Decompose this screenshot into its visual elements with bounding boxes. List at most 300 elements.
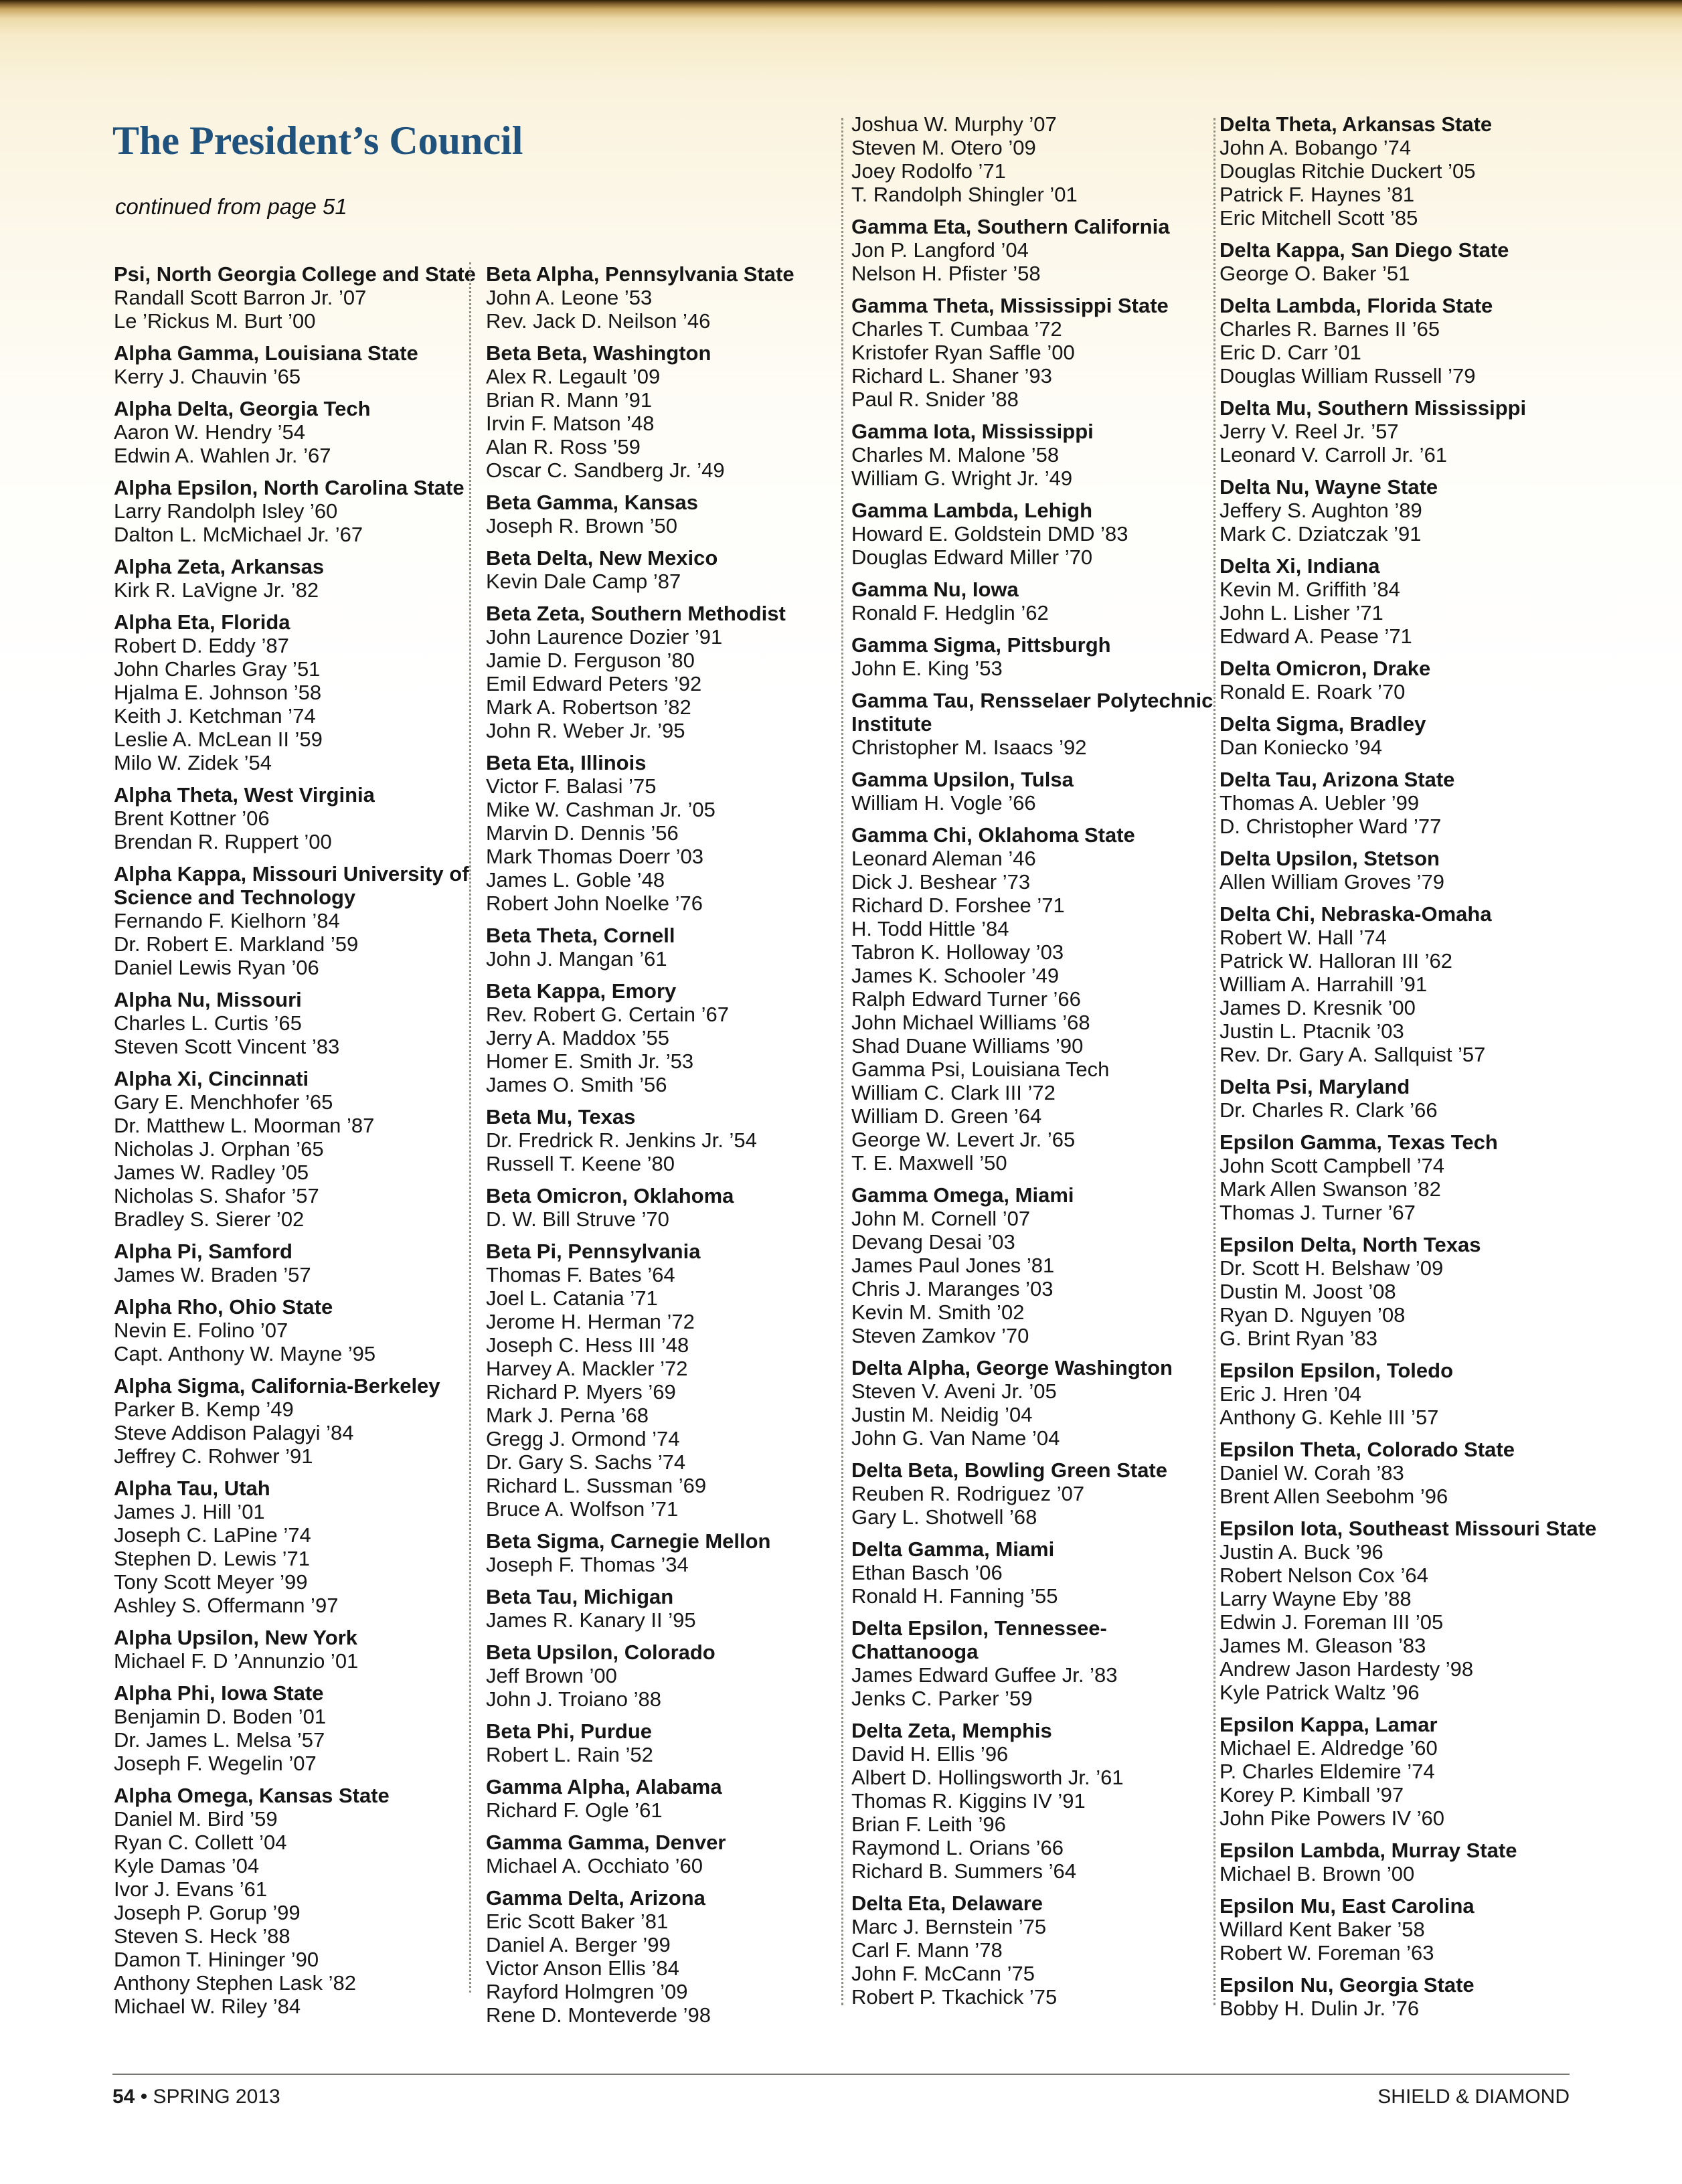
chapter-heading: Gamma Upsilon, Tulsa xyxy=(851,768,1074,791)
member-name: Tabron K. Holloway ’03 xyxy=(851,940,1064,964)
member-name: James M. Gleason ’83 xyxy=(1220,1634,1426,1657)
chapter-heading: Delta Epsilon, Tennessee-Chattanooga xyxy=(851,1616,1107,1663)
member-name: Shad Duane Williams ’90 xyxy=(851,1034,1084,1058)
chapter-heading: Delta Alpha, George Washington xyxy=(851,1356,1173,1379)
member-name: Rene D. Monteverde ’98 xyxy=(486,2003,711,2027)
member-name: Nevin E. Folino ’07 xyxy=(114,1319,288,1342)
chapter-heading: Epsilon Iota, Southeast Missouri State xyxy=(1220,1517,1597,1540)
member-name: James W. Braden ’57 xyxy=(114,1263,311,1286)
chapter-heading: Delta Sigma, Bradley xyxy=(1220,712,1426,736)
member-name: Marvin D. Dennis ’56 xyxy=(486,821,679,845)
member-name: William A. Harrahill ’91 xyxy=(1220,973,1428,996)
member-name: Michael E. Aldredge ’60 xyxy=(1220,1736,1438,1760)
member-name: Harvey A. Mackler ’72 xyxy=(486,1357,688,1380)
chapter-group xyxy=(1220,238,1604,285)
chapter-group xyxy=(114,1477,479,1617)
member-name: Dr. Charles R. Clark ’66 xyxy=(1220,1098,1438,1122)
chapter-group xyxy=(486,1184,847,1231)
member-name: Ronald F. Hedglin ’62 xyxy=(851,601,1049,624)
member-name: Brian R. Mann ’91 xyxy=(486,388,653,412)
chapter-heading: Delta Zeta, Memphis xyxy=(851,1719,1052,1742)
member-name: Le ’Rickus M. Burt ’00 xyxy=(114,309,316,333)
member-name: Marc J. Bernstein ’75 xyxy=(851,1915,1047,1938)
member-name: Rev. Jack D. Neilson ’46 xyxy=(486,309,711,333)
member-name: John Charles Gray ’51 xyxy=(114,657,321,681)
member-name: D. Christopher Ward ’77 xyxy=(1220,815,1442,838)
chapter-group xyxy=(486,1105,847,1175)
member-name: Daniel Lewis Ryan ’06 xyxy=(114,956,319,979)
chapter-heading: Gamma Eta, Southern California xyxy=(851,215,1170,238)
chapter-heading: Beta Gamma, Kansas xyxy=(486,491,699,514)
chapter-group xyxy=(114,610,479,774)
chapter-heading: Alpha Delta, Georgia Tech xyxy=(114,397,371,420)
chapter-heading: Alpha Nu, Missouri xyxy=(114,988,302,1011)
chapter-heading: Alpha Upsilon, New York xyxy=(114,1626,358,1649)
member-name: Gary E. Menchhofer ’65 xyxy=(114,1090,333,1114)
member-name: Gary L. Shotwell ’68 xyxy=(851,1505,1037,1529)
member-name: Ronald E. Roark ’70 xyxy=(1220,680,1406,703)
chapter-group xyxy=(1220,902,1604,1066)
member-name: Jerome H. Herman ’72 xyxy=(486,1310,695,1333)
chapter-group xyxy=(1220,768,1604,838)
member-name: Jerry V. Reel Jr. ’57 xyxy=(1220,420,1399,443)
member-name: Andrew Jason Hardesty ’98 xyxy=(1220,1657,1474,1681)
member-name: Victor Anson Ellis ’84 xyxy=(486,1956,679,1980)
chapter-heading: Epsilon Delta, North Texas xyxy=(1220,1233,1481,1256)
member-name: Robert W. Hall ’74 xyxy=(1220,926,1387,949)
chapter-group xyxy=(1220,1233,1604,1350)
member-name: Steven S. Heck ’88 xyxy=(114,1924,290,1948)
member-name: Thomas A. Uebler ’99 xyxy=(1220,791,1420,815)
member-name: Steven M. Otero ’09 xyxy=(851,136,1036,159)
chapter-group xyxy=(486,751,847,915)
member-name: Nicholas S. Shafor ’57 xyxy=(114,1184,319,1207)
member-name: Bruce A. Wolfson ’71 xyxy=(486,1497,679,1521)
member-name: Anthony G. Kehle III ’57 xyxy=(1220,1406,1439,1429)
chapter-heading: Beta Eta, Illinois xyxy=(486,751,647,774)
member-name: Justin M. Neidig ’04 xyxy=(851,1403,1033,1426)
member-name: James W. Radley ’05 xyxy=(114,1161,309,1184)
chapter-heading: Delta Eta, Delaware xyxy=(851,1892,1043,1915)
member-name: Patrick F. Haynes ’81 xyxy=(1220,183,1415,206)
member-name: Mike W. Cashman Jr. ’05 xyxy=(486,798,716,821)
chapter-heading: Delta Tau, Arizona State xyxy=(1220,768,1455,791)
member-name: Charles L. Curtis ’65 xyxy=(114,1011,302,1035)
chapter-group xyxy=(851,1458,1218,1529)
chapter-heading: Gamma Theta, Mississippi State xyxy=(851,294,1169,317)
chapter-heading: Gamma Alpha, Alabama xyxy=(486,1775,722,1798)
member-name: John A. Bobango ’74 xyxy=(1220,136,1412,159)
chapter-group xyxy=(486,1719,847,1766)
member-name: H. Todd Hittle ’84 xyxy=(851,917,1009,940)
member-name: Robert D. Eddy ’87 xyxy=(114,634,289,657)
member-name: D. W. Bill Struve ’70 xyxy=(486,1207,669,1231)
member-name: Rayford Holmgren ’09 xyxy=(486,1980,688,2003)
chapter-heading: Epsilon Epsilon, Toledo xyxy=(1220,1359,1454,1382)
member-name: Rev. Dr. Gary A. Sallquist ’57 xyxy=(1220,1043,1486,1066)
member-name: Robert L. Rain ’52 xyxy=(486,1743,653,1766)
chapter-group xyxy=(486,979,847,1096)
member-name: Bobby H. Dulin Jr. ’76 xyxy=(1220,1997,1420,2020)
member-name: Jon P. Langford ’04 xyxy=(851,238,1029,262)
member-name: Brent Allen Seebohm ’96 xyxy=(1220,1485,1448,1508)
member-name: Raymond L. Orians ’66 xyxy=(851,1836,1064,1859)
member-name: John Pike Powers IV ’60 xyxy=(1220,1807,1445,1830)
member-name: Reuben R. Rodriguez ’07 xyxy=(851,1482,1085,1505)
member-name: Daniel M. Bird ’59 xyxy=(114,1807,278,1831)
chapter-group xyxy=(486,1240,847,1521)
chapter-heading: Beta Sigma, Carnegie Mellon xyxy=(486,1529,771,1553)
member-name: Rev. Robert G. Certain ’67 xyxy=(486,1003,729,1026)
member-name: Paul R. Snider ’88 xyxy=(851,388,1019,411)
chapter-group xyxy=(1220,112,1604,230)
member-name: John R. Weber Jr. ’95 xyxy=(486,719,685,742)
member-name: Emil Edward Peters ’92 xyxy=(486,672,702,695)
chapter-heading: Delta Gamma, Miami xyxy=(851,1537,1055,1561)
member-name: Michael W. Riley ’84 xyxy=(114,1995,301,2018)
member-name: Eric Mitchell Scott ’85 xyxy=(1220,206,1418,230)
page-subtitle: continued from page 51 xyxy=(115,194,347,219)
member-name: Michael F. D ’Annunzio ’01 xyxy=(114,1649,359,1673)
member-name: Michael A. Occhiato ’60 xyxy=(486,1854,703,1877)
member-name: Gamma Psi, Louisiana Tech xyxy=(851,1058,1110,1081)
member-name: Jeffrey C. Rohwer ’91 xyxy=(114,1444,313,1468)
member-name: Robert Nelson Cox ’64 xyxy=(1220,1564,1428,1587)
chapter-group xyxy=(851,1537,1218,1608)
member-name: Albert D. Hollingsworth Jr. ’61 xyxy=(851,1766,1124,1789)
chapter-heading: Alpha Epsilon, North Carolina State xyxy=(114,476,465,499)
chapter-group xyxy=(486,262,847,333)
member-name: Richard P. Myers ’69 xyxy=(486,1380,676,1404)
member-name: Eric D. Carr ’01 xyxy=(1220,341,1361,364)
member-name: William H. Vogle ’66 xyxy=(851,791,1036,815)
member-name: Homer E. Smith Jr. ’53 xyxy=(486,1049,694,1073)
member-name: John E. King ’53 xyxy=(851,657,1003,680)
chapter-group xyxy=(851,633,1218,680)
member-name: Ethan Basch ’06 xyxy=(851,1561,1003,1584)
member-name: Damon T. Hininger ’90 xyxy=(114,1948,319,1971)
chapter-heading: Beta Mu, Texas xyxy=(486,1105,636,1128)
chapter-heading: Epsilon Lambda, Murray State xyxy=(1220,1839,1517,1862)
member-name: Keith J. Ketchman ’74 xyxy=(114,704,316,728)
member-name: Alex R. Legault ’09 xyxy=(486,365,661,388)
chapter-group xyxy=(851,823,1218,1175)
member-name: Parker B. Kemp ’49 xyxy=(114,1398,294,1421)
chapter-heading: Alpha Rho, Ohio State xyxy=(114,1295,333,1319)
chapter-group xyxy=(1220,1130,1604,1224)
member-name: Richard L. Sussman ’69 xyxy=(486,1474,707,1497)
member-name: William D. Green ’64 xyxy=(851,1104,1042,1128)
chapter-heading: Delta Beta, Bowling Green State xyxy=(851,1458,1167,1482)
member-name: Christopher M. Isaacs ’92 xyxy=(851,736,1087,759)
chapter-group xyxy=(1220,1839,1604,1885)
chapter-heading: Gamma Delta, Arizona xyxy=(486,1886,705,1910)
member-name: Irvin F. Matson ’48 xyxy=(486,412,655,435)
chapter-group xyxy=(486,924,847,971)
chapter-group xyxy=(1220,1894,1604,1964)
chapter-group xyxy=(114,1067,479,1231)
chapter-group xyxy=(486,491,847,537)
member-name: Charles T. Cumbaa ’72 xyxy=(851,317,1062,341)
chapter-group xyxy=(114,476,479,546)
footer-page-number: 54 xyxy=(112,2086,135,2108)
chapter-heading: Delta Theta, Arkansas State xyxy=(1220,112,1493,136)
member-name: Russell T. Keene ’80 xyxy=(486,1152,675,1175)
member-name: Joshua W. Murphy ’07 xyxy=(851,112,1057,136)
chapter-group xyxy=(851,499,1218,569)
member-name: Jerry A. Maddox ’55 xyxy=(486,1026,669,1049)
member-name: James D. Kresnik ’00 xyxy=(1220,996,1416,1019)
chapter-heading: Beta Tau, Michigan xyxy=(486,1585,674,1608)
chapter-group xyxy=(851,1356,1218,1450)
chapter-group xyxy=(486,1886,847,2027)
member-name: George O. Baker ’51 xyxy=(1220,262,1410,285)
member-name: Hjalma E. Johnson ’58 xyxy=(114,681,322,704)
chapter-group xyxy=(486,602,847,742)
chapter-group xyxy=(114,1626,479,1673)
members-column-2 xyxy=(486,262,847,2027)
member-name: Ivor J. Evans ’61 xyxy=(114,1877,268,1901)
chapter-heading: Delta Omicron, Drake xyxy=(1220,657,1431,680)
chapter-heading: Epsilon Nu, Georgia State xyxy=(1220,1973,1475,1997)
member-name: James L. Goble ’48 xyxy=(486,868,665,892)
chapter-heading: Beta Delta, New Mexico xyxy=(486,546,718,570)
member-name: Daniel A. Berger ’99 xyxy=(486,1933,671,1956)
member-name: Ronald H. Fanning ’55 xyxy=(851,1584,1058,1608)
member-name: Brian F. Leith ’96 xyxy=(851,1813,1006,1836)
member-name: Joseph F. Thomas ’34 xyxy=(486,1553,689,1576)
chapter-heading: Alpha Gamma, Louisiana State xyxy=(114,341,418,365)
member-name: Dr. James L. Melsa ’57 xyxy=(114,1728,325,1752)
member-name: Leonard Aleman ’46 xyxy=(851,847,1036,870)
chapter-group xyxy=(1220,396,1604,467)
member-name: Ryan C. Collett ’04 xyxy=(114,1831,287,1854)
chapter-group xyxy=(1220,1075,1604,1122)
member-name: Howard E. Goldstein DMD ’83 xyxy=(851,522,1128,545)
member-name: Dr. Scott H. Belshaw ’09 xyxy=(1220,1256,1444,1280)
member-name: Charles R. Barnes II ’65 xyxy=(1220,317,1440,341)
members-column-3 xyxy=(851,112,1218,2009)
chapter-group xyxy=(486,1529,847,1576)
chapter-heading: Delta Mu, Southern Mississippi xyxy=(1220,396,1527,420)
chapter-group xyxy=(851,1183,1218,1347)
chapter-group xyxy=(114,1295,479,1365)
member-name: Patrick W. Halloran III ’62 xyxy=(1220,949,1453,973)
chapter-group xyxy=(851,294,1218,411)
chapter-group xyxy=(851,420,1218,490)
member-name: John F. McCann ’75 xyxy=(851,1962,1035,1985)
members-column-1 xyxy=(114,262,479,2018)
chapter-group xyxy=(114,988,479,1058)
member-name: Dr. Matthew L. Moorman ’87 xyxy=(114,1114,375,1137)
member-name: Dalton L. McMichael Jr. ’67 xyxy=(114,523,363,546)
chapter-heading: Delta Chi, Nebraska-Omaha xyxy=(1220,902,1492,926)
member-name: Dr. Fredrick R. Jenkins Jr. ’54 xyxy=(486,1128,757,1152)
member-name: Kyle Damas ’04 xyxy=(114,1854,260,1877)
chapter-heading: Alpha Zeta, Arkansas xyxy=(114,555,325,578)
member-name: Jeffery S. Aughton ’89 xyxy=(1220,499,1422,522)
member-name: Edward A. Pease ’71 xyxy=(1220,624,1412,648)
chapter-heading: Gamma Chi, Oklahoma State xyxy=(851,823,1135,847)
chapter-group xyxy=(1220,554,1604,648)
member-name: Aaron W. Hendry ’54 xyxy=(114,420,306,444)
member-name: Robert John Noelke ’76 xyxy=(486,892,703,915)
chapter-heading: Epsilon Theta, Colorado State xyxy=(1220,1438,1515,1461)
chapter-group xyxy=(1220,657,1604,703)
chapter-heading: Beta Zeta, Southern Methodist xyxy=(486,602,786,625)
member-name: Dick J. Beshear ’73 xyxy=(851,870,1031,894)
member-name: Joseph R. Brown ’50 xyxy=(486,514,678,537)
chapter-heading: Psi, North Georgia College and State xyxy=(114,262,476,286)
chapter-group xyxy=(486,1775,847,1822)
member-name: James Edward Guffee Jr. ’83 xyxy=(851,1663,1118,1687)
chapter-heading: Alpha Xi, Cincinnati xyxy=(114,1067,309,1090)
member-name: William G. Wright Jr. ’49 xyxy=(851,467,1073,490)
member-name: Gregg J. Ormond ’74 xyxy=(486,1427,680,1450)
member-name: Willard Kent Baker ’58 xyxy=(1220,1918,1425,1941)
member-name: Michael B. Brown ’00 xyxy=(1220,1862,1415,1885)
chapter-heading: Alpha Tau, Utah xyxy=(114,1477,270,1500)
member-name: Kevin Dale Camp ’87 xyxy=(486,570,681,593)
member-name: Bradley S. Sierer ’02 xyxy=(114,1207,305,1231)
chapter-group xyxy=(851,215,1218,285)
chapter-group xyxy=(851,1616,1218,1710)
member-name: Fernando F. Kielhorn ’84 xyxy=(114,909,340,932)
footer-left xyxy=(112,2086,280,2108)
member-name: Nelson H. Pfister ’58 xyxy=(851,262,1041,285)
member-name: John Michael Williams ’68 xyxy=(851,1011,1090,1034)
chapter-heading: Epsilon Gamma, Texas Tech xyxy=(1220,1130,1498,1154)
member-name: Chris J. Maranges ’03 xyxy=(851,1277,1054,1300)
chapter-group xyxy=(114,1240,479,1286)
chapter-heading: Beta Upsilon, Colorado xyxy=(486,1641,716,1664)
chapter-group xyxy=(851,578,1218,624)
chapter-heading: Beta Omicron, Oklahoma xyxy=(486,1184,734,1207)
member-name: Allen William Groves ’79 xyxy=(1220,870,1444,894)
member-name: Anthony Stephen Lask ’82 xyxy=(114,1971,356,1995)
member-name: John M. Cornell ’07 xyxy=(851,1207,1031,1230)
member-name: John L. Lisher ’71 xyxy=(1220,601,1383,624)
member-name: Edwin J. Foreman III ’05 xyxy=(1220,1610,1444,1634)
member-name: John J. Mangan ’61 xyxy=(486,947,667,971)
member-name: Ralph Edward Turner ’66 xyxy=(851,987,1081,1011)
member-name: Joseph C. LaPine ’74 xyxy=(114,1523,311,1547)
member-name: Joseph P. Gorup ’99 xyxy=(114,1901,301,1924)
chapter-heading: Delta Kappa, San Diego State xyxy=(1220,238,1509,262)
chapter-group xyxy=(114,555,479,602)
member-name: Richard D. Forshee ’71 xyxy=(851,894,1065,917)
footer xyxy=(112,2086,1570,2108)
member-name: Mark C. Dziatczak ’91 xyxy=(1220,522,1422,545)
chapter-group xyxy=(851,112,1218,206)
chapter-heading: Beta Pi, Pennsylvania xyxy=(486,1240,701,1263)
member-name: Mark A. Robertson ’82 xyxy=(486,695,691,719)
column-separator xyxy=(1213,118,1215,2005)
member-name: Ryan D. Nguyen ’08 xyxy=(1220,1303,1406,1327)
chapter-group xyxy=(1220,847,1604,894)
member-name: Victor F. Balasi ’75 xyxy=(486,774,657,798)
chapter-heading: Epsilon Mu, East Carolina xyxy=(1220,1894,1475,1918)
chapter-group xyxy=(851,1719,1218,1883)
chapter-heading: Delta Psi, Maryland xyxy=(1220,1075,1410,1098)
chapter-heading: Alpha Pi, Samford xyxy=(114,1240,292,1263)
member-name: Thomas F. Bates ’64 xyxy=(486,1263,675,1286)
member-name: Mark Thomas Doerr ’03 xyxy=(486,845,704,868)
chapter-group xyxy=(1220,475,1604,545)
member-name: Joel L. Catania ’71 xyxy=(486,1286,658,1310)
member-name: T. E. Maxwell ’50 xyxy=(851,1151,1007,1175)
member-name: P. Charles Eldemire ’74 xyxy=(1220,1760,1435,1783)
chapter-group xyxy=(114,1681,479,1775)
member-name: Nicholas J. Orphan ’65 xyxy=(114,1137,324,1161)
member-name: Benjamin D. Boden ’01 xyxy=(114,1705,327,1728)
member-name: Joseph F. Wegelin ’07 xyxy=(114,1752,317,1775)
member-name: Douglas Edward Miller ’70 xyxy=(851,545,1093,569)
chapter-group xyxy=(1220,294,1604,388)
member-name: James K. Schooler ’49 xyxy=(851,964,1060,987)
chapter-group xyxy=(851,1892,1218,2009)
member-name: Robert P. Tkachick ’75 xyxy=(851,1985,1058,2009)
member-name: Steve Addison Palagyi ’84 xyxy=(114,1421,354,1444)
chapter-heading: Alpha Omega, Kansas State xyxy=(114,1784,390,1807)
chapter-heading: Beta Phi, Purdue xyxy=(486,1719,653,1743)
chapter-heading: Alpha Phi, Iowa State xyxy=(114,1681,324,1705)
chapter-heading: Gamma Lambda, Lehigh xyxy=(851,499,1093,522)
member-name: Brendan R. Ruppert ’00 xyxy=(114,830,332,853)
member-name: David H. Ellis ’96 xyxy=(851,1742,1009,1766)
chapter-group xyxy=(114,262,479,333)
member-name: Richard F. Ogle ’61 xyxy=(486,1798,663,1822)
member-name: Oscar C. Sandberg Jr. ’49 xyxy=(486,458,725,482)
member-name: Jamie D. Ferguson ’80 xyxy=(486,649,695,672)
member-name: Jenks C. Parker ’59 xyxy=(851,1687,1033,1710)
member-name: John G. Van Name ’04 xyxy=(851,1426,1060,1450)
footer-magazine-title: SHIELD & DIAMOND xyxy=(1377,2086,1570,2108)
member-name: Tony Scott Meyer ’99 xyxy=(114,1570,308,1594)
member-name: Steven Zamkov ’70 xyxy=(851,1324,1029,1347)
member-name: Dan Koniecko ’94 xyxy=(1220,736,1382,759)
chapter-heading: Beta Beta, Washington xyxy=(486,341,711,365)
chapter-group xyxy=(486,1585,847,1632)
member-name: Mark J. Perna ’68 xyxy=(486,1404,649,1427)
member-name: Douglas Ritchie Duckert ’05 xyxy=(1220,159,1476,183)
chapter-heading: Beta Kappa, Emory xyxy=(486,979,677,1003)
member-name: John Laurence Dozier ’91 xyxy=(486,625,723,649)
member-name: Milo W. Zidek ’54 xyxy=(114,751,272,774)
member-name: Leonard V. Carroll Jr. ’61 xyxy=(1220,443,1448,467)
member-name: Kirk R. LaVigne Jr. ’82 xyxy=(114,578,319,602)
member-name: Kevin M. Smith ’02 xyxy=(851,1300,1025,1324)
member-name: Eric J. Hren ’04 xyxy=(1220,1382,1361,1406)
member-name: Daniel W. Corah ’83 xyxy=(1220,1461,1404,1485)
member-name: Kevin M. Griffith ’84 xyxy=(1220,578,1400,601)
chapter-heading: Epsilon Kappa, Lamar xyxy=(1220,1713,1438,1736)
chapter-group xyxy=(486,1641,847,1711)
chapter-heading: Gamma Omega, Miami xyxy=(851,1183,1074,1207)
chapter-heading: Delta Lambda, Florida State xyxy=(1220,294,1493,317)
footer-rule xyxy=(112,2074,1570,2075)
member-name: Stephen D. Lewis ’71 xyxy=(114,1547,310,1570)
chapter-group xyxy=(851,689,1218,759)
member-name: Kyle Patrick Waltz ’96 xyxy=(1220,1681,1420,1704)
chapter-group xyxy=(114,862,479,979)
chapter-heading: Beta Alpha, Pennsylvania State xyxy=(486,262,794,286)
chapter-heading: Alpha Kappa, Missouri University of Science and Technology xyxy=(114,862,469,909)
chapter-group xyxy=(486,341,847,482)
chapter-group xyxy=(851,768,1218,815)
member-name: Carl F. Mann ’78 xyxy=(851,1938,1003,1962)
member-name: Alan R. Ross ’59 xyxy=(486,435,641,458)
